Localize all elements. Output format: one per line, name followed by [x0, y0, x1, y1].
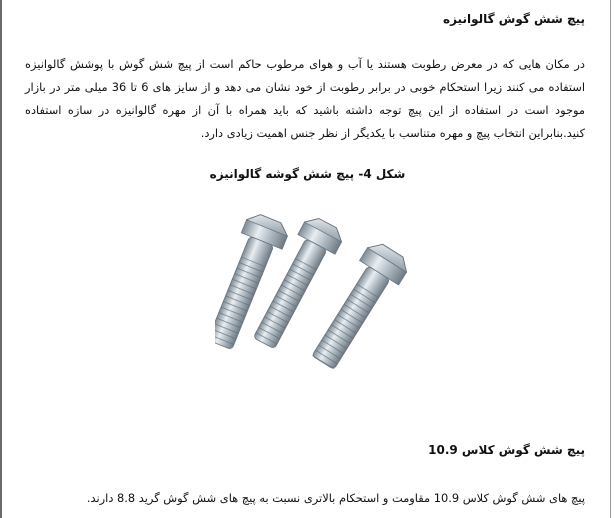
page-right-border	[610, 0, 611, 518]
figure-caption: شکل 4- پیچ شش گوشه گالوانیزه	[209, 167, 406, 181]
body-paragraph-2: پیچ های شش گوش کلاس 10.9 مقاومت و استحکام بالاتری نسبت به پیچ های شش گوش گرید 8.8 دارند.	[86, 491, 585, 505]
galvanized-bolts-image	[215, 210, 425, 370]
body-paragraph: در مکان هایی که در معرض رطوبت هستند یا آب و هوای مرطوب حاکم است از پیچ شش گوش با پوشش گالوانیزه استفاده می کنند زیرا استحکام خوبی در برابر رطوبت از خود نشان می دهد و از سایز های 6 تا 36 میلی متر در بازار موجود است در استفاده از این پیچ توجه داشته باشید که باید همراه با آن از مهره گالوانیزه در سازه استفاده کنید.بنابراین انتخاب پیچ و مهره متناسب با یکدیگر از نظر جنس اهمیت زیادی دارد.	[25, 57, 585, 140]
subsection-heading: پیچ شش گوش کلاس 10.9	[428, 443, 585, 457]
page-left-border	[0, 0, 2, 518]
bolts-photo	[215, 210, 425, 370]
section-heading: پیچ شش گوش گالوانیزه	[443, 12, 585, 26]
